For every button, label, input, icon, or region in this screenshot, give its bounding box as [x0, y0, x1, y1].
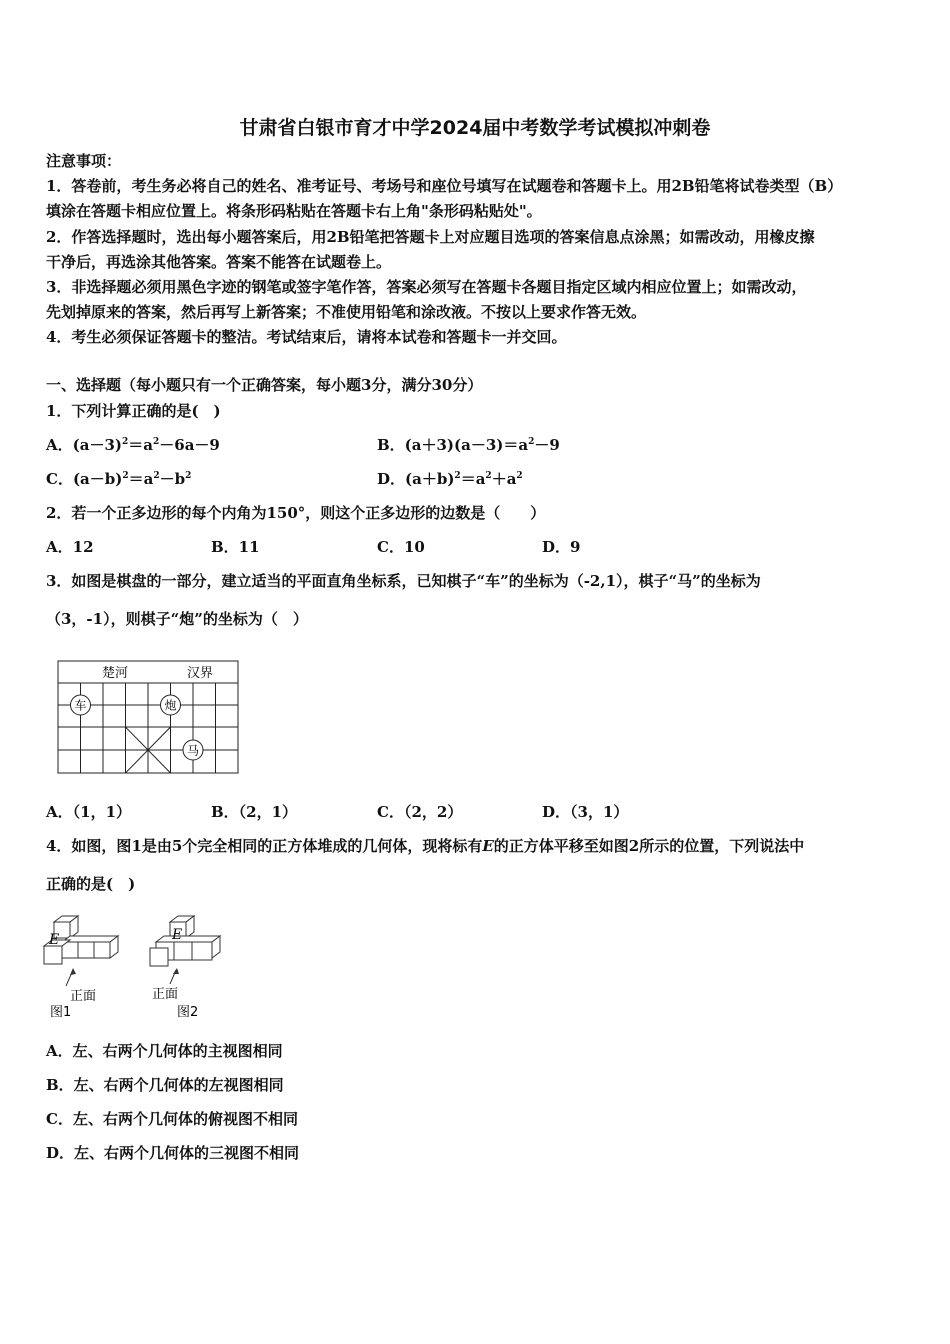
- piece-che-label: 车: [74, 698, 87, 713]
- section-heading: 一、选择题（每小题只有一个正确答案，每小题3分，满分30分）: [46, 376, 483, 394]
- q3-option-a: A．（1，1）: [46, 803, 132, 821]
- q1-option-c: C．$(a-b)^2=a^2-b^2$: [46, 470, 192, 488]
- figure-2-arrowhead: [173, 968, 179, 974]
- q2-option-a: A．12: [46, 538, 94, 556]
- notice-line-6: 先划掉原来的答案，然后再写上新答案；不准使用铅笔和涂改液。不按以上要求作答无效。: [46, 303, 647, 321]
- notice-line-2: 填涂在答题卡相应位置上。将条形码粘贴在答题卡右上角"条形码粘贴处"。: [46, 202, 542, 220]
- notice-line-3: 2．作答选择题时，选出每小题答案后，用2B铅笔把答题卡上对应题目选项的答案信息点涂黑；如需改动，用橡皮擦: [46, 228, 815, 246]
- q2-stem: 2．若一个正多边形的每个内角为150°，则这个正多边形的边数是（ ）: [46, 504, 546, 522]
- figure-2-front-label: 正面: [152, 987, 179, 1002]
- notice-line-5: 3．非选择题必须用黑色字迹的钢笔或签字笔作答，答案必须写在答题卡各题目指定区域内相应位置上；如需改动，: [46, 278, 807, 296]
- q3-stem-line-2: （3，-1），则棋子“炮”的坐标为（ ）: [46, 610, 308, 628]
- q3-option-c: C．（2，2）: [377, 803, 463, 821]
- q1-option-a: A．$(a-3)^2=a^2-6a-9$: [46, 436, 220, 454]
- q3-stem-line-1: 3．如图是棋盘的一部分，建立适当的平面直角坐标系，已知棋子“车”的坐标为（-2,1），棋子“马”的坐标为: [46, 572, 761, 590]
- piece-ma-label: 马: [186, 743, 200, 758]
- figure-1-front-label: 正面: [70, 989, 97, 1004]
- q1-stem: 1．下列计算正确的是( ): [46, 402, 221, 420]
- figure-1-arrowhead: [70, 968, 76, 975]
- notice-line-1: 1．答卷前，考生务必将自己的姓名、准考证号、考场号和座位号填写在试题卷和答题卡上。用2B铅笔将试卷类型（B）: [46, 177, 843, 195]
- q4-option-d: D．左、右两个几何体的三视图不相同: [46, 1144, 300, 1162]
- q3-option-d: D．（3，1）: [542, 803, 629, 821]
- q2-option-d: D．9: [542, 538, 581, 556]
- page-title: 甘肃省白银市育才中学2024届中考数学考试模拟冲刺卷: [239, 117, 711, 139]
- river-right-label: 汉界: [187, 666, 214, 681]
- figure-2: [150, 916, 220, 966]
- cube-figures: [40, 912, 232, 1020]
- q4-option-c: C．左、右两个几何体的俯视图不相同: [46, 1110, 298, 1128]
- q1-option-b: B．$(a+3)(a-3)=a^2-9$: [377, 436, 560, 454]
- notice-heading: 注意事项：: [46, 152, 122, 170]
- river-left-label: 楚河: [102, 666, 129, 681]
- chessboard-figure: [54, 657, 244, 777]
- q4-option-a: A．左、右两个几何体的主视图相同: [46, 1042, 283, 1060]
- q2-option-b: B．11: [211, 538, 260, 556]
- q4-option-b: B．左、右两个几何体的左视图相同: [46, 1076, 284, 1094]
- figure-2-e-label: E: [172, 927, 183, 943]
- notice-line-7: 4．考生必须保证答题卡的整洁。考试结束后，请将本试卷和答题卡一并交回。: [46, 328, 567, 346]
- piece-pao-label: 炮: [164, 698, 177, 713]
- figure-1-e-label: E: [49, 932, 60, 948]
- q3-option-b: B．（2，1）: [211, 803, 298, 821]
- q4-stem-line-2: 正确的是( ): [46, 875, 136, 893]
- q2-option-c: C．10: [377, 538, 425, 556]
- q4-stem-line-1: 4．如图，图1是由5个完全相同的正方体堆成的几何体，现将标有E的正方体平移至如图2所示的位置，下列说法中: [46, 837, 805, 855]
- figure-2-caption: 图2: [177, 1005, 199, 1020]
- figure-1-caption: 图1: [50, 1005, 72, 1020]
- q1-option-d: D．$(a+b)^2=a^2+a^2$: [377, 470, 523, 488]
- notice-line-4: 干净后，再选涂其他答案。答案不能答在试题卷上。: [46, 253, 392, 271]
